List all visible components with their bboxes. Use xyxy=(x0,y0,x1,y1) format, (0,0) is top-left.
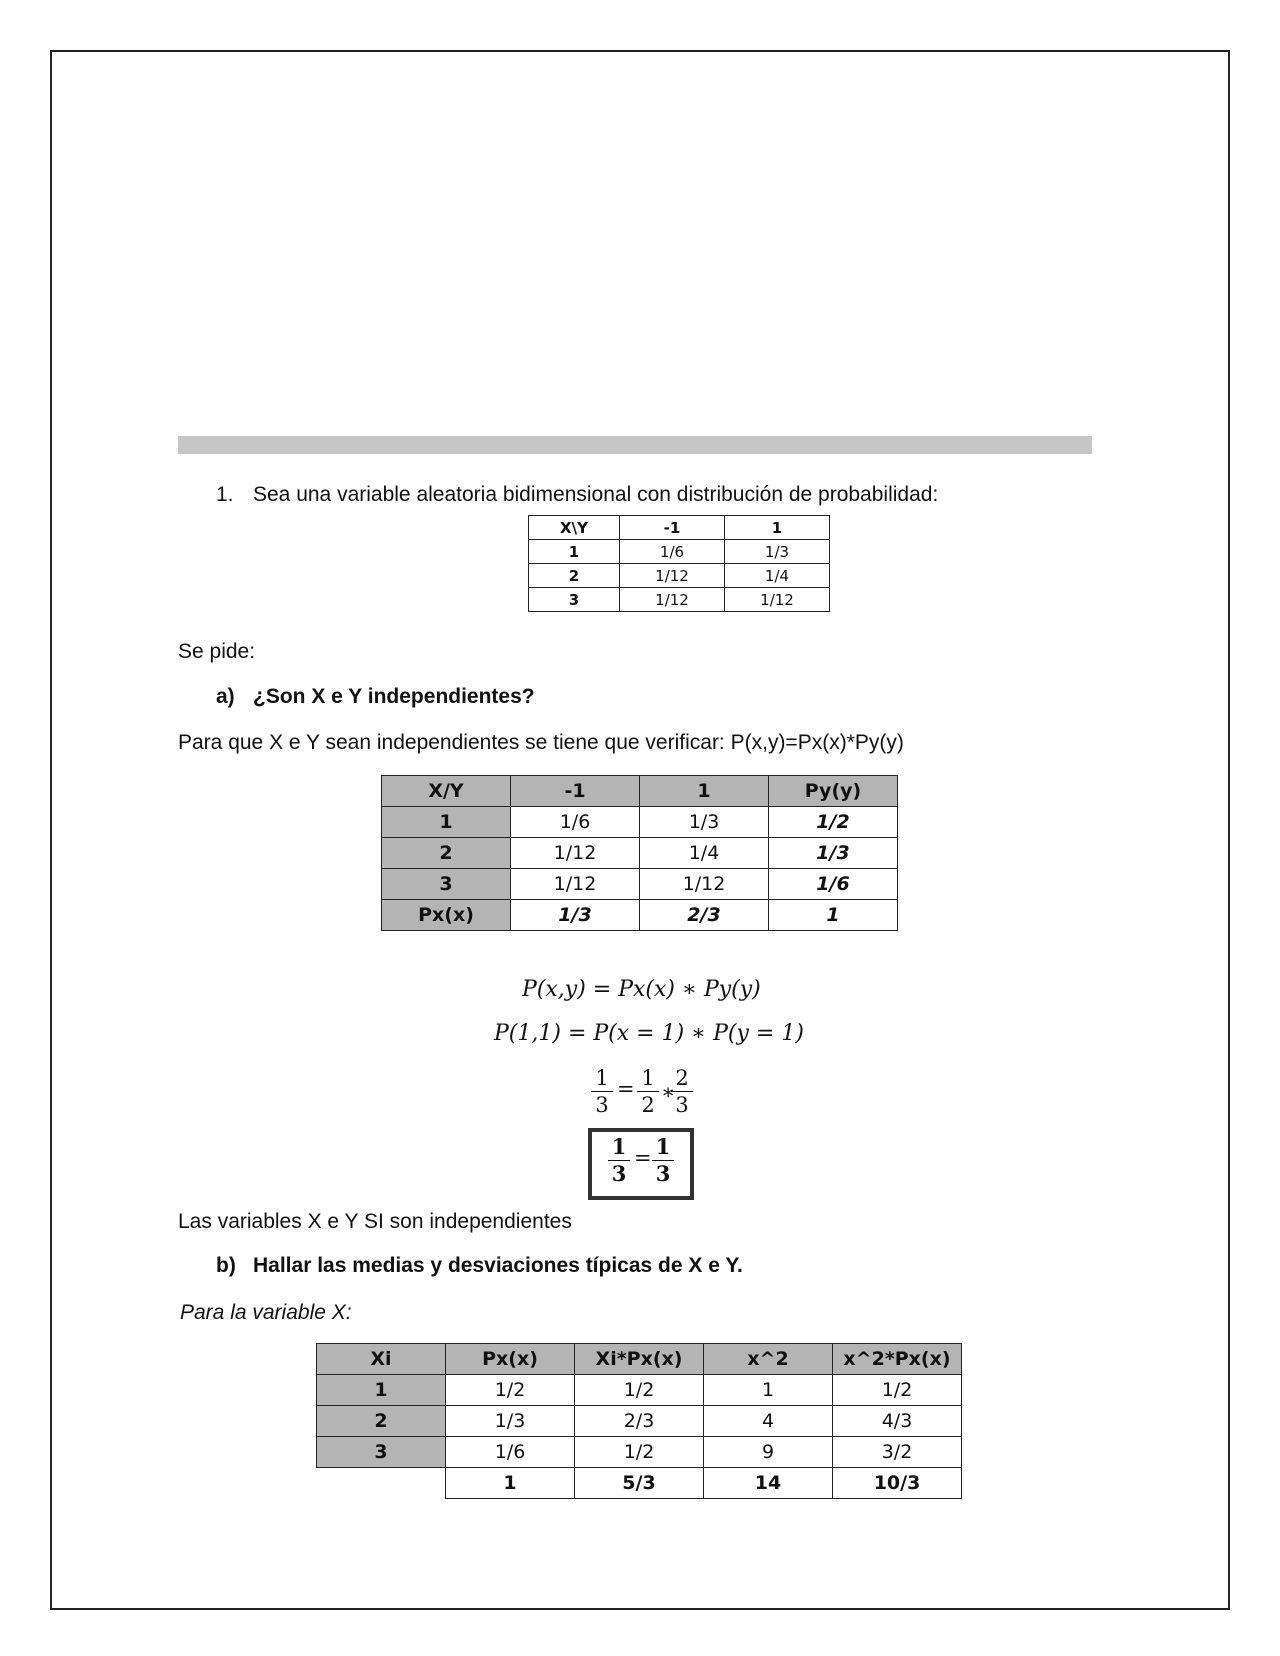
table-cell: 1/4 xyxy=(640,838,769,869)
header-divider xyxy=(178,436,1092,454)
formula-specific: P(1,1) = P(x = 1) ∗ P(y = 1) xyxy=(494,1021,804,1046)
table-cell: 1/6 xyxy=(446,1437,575,1468)
table-header-row xyxy=(529,516,830,540)
part-a-label: a) xyxy=(216,685,235,708)
header-cell: x^2 xyxy=(704,1344,833,1375)
table-row xyxy=(317,1406,962,1437)
row-header: 2 xyxy=(382,838,511,869)
header-cell: X\Y xyxy=(529,516,620,540)
header-cell: Xi*Px(x) xyxy=(575,1344,704,1375)
denominator: 3 xyxy=(655,1161,671,1186)
row-header: 1 xyxy=(382,807,511,838)
fraction xyxy=(652,1134,674,1187)
formula-general: P(x,y) = Px(x) ∗ Py(y) xyxy=(522,977,761,1002)
part-b-title: Hallar las medias y desviaciones típicas de X e Y. xyxy=(253,1254,743,1277)
table-row xyxy=(529,540,830,564)
denominator: 3 xyxy=(611,1161,627,1186)
header-cell: -1 xyxy=(620,516,725,540)
part-a-title: ¿Son X e Y independientes? xyxy=(253,685,535,708)
conclusion-text: Las variables X e Y SI son independientes xyxy=(178,1210,572,1233)
table-header-row xyxy=(317,1344,962,1375)
table-cell: 1/3 xyxy=(725,540,830,564)
marginal-cell: 1/3 xyxy=(769,838,898,869)
numerator: 2 xyxy=(671,1065,693,1092)
variable-x-heading: Para la variable X: xyxy=(180,1301,352,1324)
multiply-sign: ∗ xyxy=(661,1080,676,1104)
header-cell: X/Y xyxy=(382,776,511,807)
table-row xyxy=(317,1437,962,1468)
total-cell: 5/3 xyxy=(575,1468,704,1499)
fraction xyxy=(608,1134,630,1187)
row-header: 3 xyxy=(317,1437,446,1468)
equals-sign: = xyxy=(617,1077,635,1101)
row-header: 1 xyxy=(317,1375,446,1406)
table-row xyxy=(317,1375,962,1406)
total-cell: 1 xyxy=(446,1468,575,1499)
row-header: 2 xyxy=(317,1406,446,1437)
table-cell: 1/2 xyxy=(446,1375,575,1406)
table-cell: 2/3 xyxy=(575,1406,704,1437)
header-cell: 1 xyxy=(640,776,769,807)
se-pide-text: Se pide: xyxy=(178,640,256,663)
variable-x-table xyxy=(316,1343,962,1499)
table-cell: 1/2 xyxy=(575,1375,704,1406)
row-header: 3 xyxy=(382,869,511,900)
table-cell: 1/3 xyxy=(446,1406,575,1437)
denominator: 2 xyxy=(641,1093,655,1117)
header-cell: Py(y) xyxy=(769,776,898,807)
marginal-cell: 2/3 xyxy=(640,900,769,931)
table-row xyxy=(529,564,830,588)
numerator: 1 xyxy=(591,1065,613,1092)
marginal-cell: 1/6 xyxy=(769,869,898,900)
question-number: 1. xyxy=(216,483,234,506)
header-cell: Px(x) xyxy=(446,1344,575,1375)
header-cell: Xi xyxy=(317,1344,446,1375)
row-header: Px(x) xyxy=(382,900,511,931)
fraction xyxy=(671,1065,693,1118)
row-header: 1 xyxy=(529,540,620,564)
table-cell: 1/6 xyxy=(620,540,725,564)
table-cell: 1/12 xyxy=(511,869,640,900)
table-cell: 4 xyxy=(704,1406,833,1437)
table-row xyxy=(529,588,830,612)
row-header: 2 xyxy=(529,564,620,588)
header-cell: 1 xyxy=(725,516,830,540)
table-row xyxy=(382,869,898,900)
denominator: 3 xyxy=(675,1093,689,1117)
table-cell: 9 xyxy=(704,1437,833,1468)
table-row xyxy=(382,838,898,869)
table-cell: 1/4 xyxy=(725,564,830,588)
table-header-row xyxy=(382,776,898,807)
numerator: 1 xyxy=(637,1065,659,1092)
table-cell: 1/2 xyxy=(575,1437,704,1468)
numerator: 1 xyxy=(608,1134,630,1161)
marginal-cell: 1/3 xyxy=(511,900,640,931)
fraction xyxy=(591,1065,613,1118)
row-header: 3 xyxy=(529,588,620,612)
table-cell: 4/3 xyxy=(833,1406,962,1437)
table-cell: 1/12 xyxy=(511,838,640,869)
fraction xyxy=(637,1065,659,1118)
totals-row xyxy=(317,1468,962,1499)
table-cell: 1/12 xyxy=(640,869,769,900)
marginal-cell: 1 xyxy=(769,900,898,931)
part-b-label: b) xyxy=(216,1254,236,1277)
table-cell: 1/6 xyxy=(511,807,640,838)
table-cell: 1/3 xyxy=(640,807,769,838)
numerator: 1 xyxy=(652,1134,674,1161)
equals-sign: = xyxy=(634,1146,652,1170)
table-footer-row xyxy=(382,900,898,931)
header-cell: -1 xyxy=(511,776,640,807)
marginal-cell: 1/2 xyxy=(769,807,898,838)
table-cell: 1/2 xyxy=(833,1375,962,1406)
header-cell: x^2*Px(x) xyxy=(833,1344,962,1375)
marginal-table xyxy=(381,775,898,931)
independence-condition: Para que X e Y sean independientes se tiene que verificar: P(x,y)=Px(x)*Py(y) xyxy=(178,731,904,754)
table-cell: 3/2 xyxy=(833,1437,962,1468)
total-cell: 14 xyxy=(704,1468,833,1499)
blank-cell xyxy=(317,1468,446,1499)
table-cell: 1/12 xyxy=(725,588,830,612)
denominator: 3 xyxy=(595,1093,609,1117)
table-cell: 1 xyxy=(704,1375,833,1406)
table-cell: 1/12 xyxy=(620,564,725,588)
distribution-table xyxy=(528,515,830,612)
question-text: Sea una variable aleatoria bidimensional con distribución de probabilidad: xyxy=(253,483,939,506)
table-cell: 1/12 xyxy=(620,588,725,612)
table-row xyxy=(382,807,898,838)
total-cell: 10/3 xyxy=(833,1468,962,1499)
